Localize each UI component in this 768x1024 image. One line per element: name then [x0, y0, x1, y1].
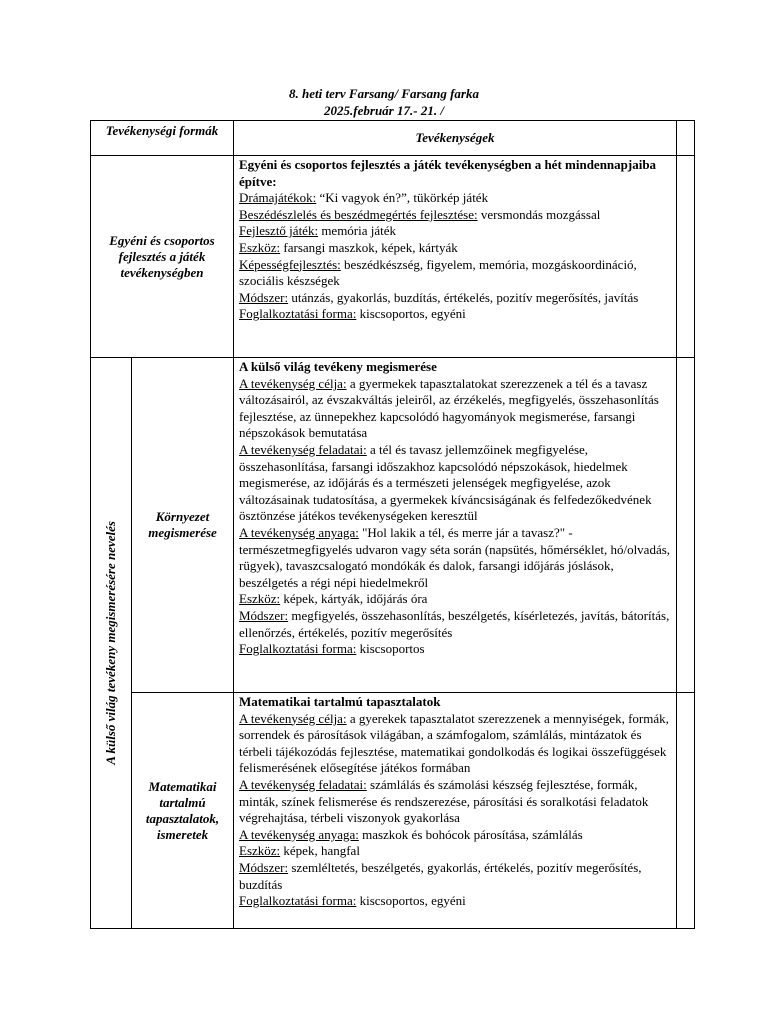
content-line	[239, 223, 671, 240]
content-line-text: “Ki vagyok én?”, tükörkép játék	[316, 190, 489, 206]
content-line	[239, 290, 671, 307]
content-line-text: maszkok és bohócok párosítása, számlálás	[358, 826, 583, 842]
content-line-label: Foglalkoztatási forma:	[239, 641, 357, 657]
content-line	[239, 860, 671, 893]
content-line-text: farsangi maszkok, képek, kártyák	[280, 239, 458, 255]
content-line-label: A tevékenység célja:	[239, 710, 347, 726]
content-line	[239, 257, 671, 290]
activity-table	[90, 120, 695, 929]
content-line-label: A tevékenység feladatai:	[239, 776, 367, 792]
content-line-text: versmondás mozgással	[477, 206, 601, 222]
content-line	[239, 376, 671, 442]
empty-cell-section3	[677, 693, 695, 929]
content-line-label: Eszköz:	[239, 591, 281, 607]
empty-cell-section1	[677, 156, 695, 358]
content-line-text: kiscsoportos, egyéni	[356, 306, 466, 322]
header-activities: Tevékenységek	[234, 121, 677, 156]
content-line	[239, 525, 671, 591]
content-line-text: képek, kártyák, időjárás óra	[280, 591, 428, 607]
content-line	[239, 893, 671, 910]
section3-lines	[239, 711, 671, 910]
header-empty-cell	[677, 121, 695, 156]
content-line-label: Foglalkoztatási forma:	[239, 893, 357, 909]
section3-title: Matematikai tartalmú tapasztalatok	[239, 694, 441, 709]
content-section3	[234, 693, 677, 929]
content-line-text: szemléltetés, beszélgetés, gyakorlás, értékelés, pozitív megerősítés, buzdítás	[239, 859, 642, 892]
content-line-text: a gyerekek tapasztalatot szerezzenek a mennyiségek, formák, sorrendek és párosítások világában, a számfogalom, számlálás, mintázatok és térbeli tájékozódás fejlesztése, matematikai gondolkodás és logikai összefüggések felismerésének elősegítése játékos formában	[239, 710, 669, 776]
content-line-label: Módszer:	[239, 289, 289, 305]
content-line-label: Foglalkoztatási forma:	[239, 306, 357, 322]
content-line-text: kiscsoportos	[356, 641, 425, 657]
content-line-label: A tevékenység anyaga:	[239, 524, 359, 540]
content-line-text: számlálás és számolási készség fejlesztése, formák, minták, színek felismerése és rendszerezése, párosítási és soralkotási feladatok végrehajtása, térbeli viszonyok gyakorlása	[239, 776, 649, 826]
content-line	[239, 240, 671, 257]
content-line-label: A tevékenység anyaga:	[239, 826, 359, 842]
content-line-label: A tevékenység célja:	[239, 375, 347, 391]
section1-lines	[239, 190, 671, 323]
vertical-label: A külső világ tevékeny megismerésére nevelés	[103, 521, 118, 765]
content-line	[239, 608, 671, 641]
header-forms: Tevékenységi formák	[91, 121, 234, 156]
content-line-text: képek, hangfal	[280, 843, 360, 859]
table-row-section2	[91, 358, 695, 693]
content-line-text: megfigyelés, összehasonlítás, beszélgetés, kísérletezés, javítás, bátorítás, ellenőrzés, értékelés, pozitív megerősítés	[239, 607, 670, 640]
content-line-label: Beszédészlelés és beszédmegértés fejlesztése:	[239, 206, 478, 222]
content-line-text: kiscsoportos, egyéni	[356, 893, 466, 909]
content-line-label: Drámajátékok:	[239, 190, 317, 206]
table-row-section3	[91, 693, 695, 929]
content-line-label: Módszer:	[239, 607, 289, 623]
content-line-label: Eszköz:	[239, 843, 281, 859]
content-line	[239, 190, 671, 207]
plan-date: 2025.február 17.- 21. /	[324, 103, 444, 118]
content-line-text: a gyermekek tapasztalatokat szerezzenek a tél és a tavasz változásairól, az évszakváltás jeleiről, az érzékelés, megfigyelés, összehasonlítás fejlesztése, az ünnepekhez kapcsolódó hagyományok megismerése, farsangi népszokások bemutatása	[239, 375, 659, 441]
table-row-section1	[91, 156, 695, 358]
content-line	[239, 306, 671, 323]
content-section2	[234, 358, 677, 693]
vertical-label-cell	[91, 358, 132, 929]
content-line-label: Fejlesztő játék:	[239, 223, 319, 239]
content-line	[239, 591, 671, 608]
content-line-text: utánzás, gyakorlás, buzdítás, értékelés, pozitív megerősítés, javítás	[288, 289, 639, 305]
content-line	[239, 207, 671, 224]
table-header-row	[91, 121, 695, 156]
content-line-text: memória játék	[318, 223, 397, 239]
form-label-section2: Környezet megismerése	[132, 358, 234, 693]
form-label-section1: Egyéni és csoportos fejlesztés a játék tevékenységben	[91, 156, 234, 358]
content-line-text: beszédkészség, figyelem, memória, mozgáskoordináció, szociális készségek	[239, 256, 637, 289]
section2-lines	[239, 376, 671, 658]
content-line-label: Módszer:	[239, 859, 289, 875]
content-line-label: Képességfejlesztés:	[239, 256, 341, 272]
empty-cell-section2	[677, 358, 695, 693]
content-line	[239, 641, 671, 658]
content-line	[239, 843, 671, 860]
content-line	[239, 711, 671, 777]
form-label-section3: Matematikai tartalmú tapasztalatok, ismeretek	[132, 693, 234, 929]
plan-title: 8. heti terv Farsang/ Farsang farka	[289, 86, 479, 101]
content-line-label: A tevékenység feladatai:	[239, 441, 367, 457]
content-line-text: "Hol lakik a tél, és merre jár a tavasz?" - természetmegfigyelés udvaron vagy séta során (napsütés, hőmérséklet, hó/olvadás, rügyek), tavaszcsalogató mondókák és dalok, farsangi időjárás jóslások, beszélgetés a régi népi hiedelmekről	[239, 524, 671, 590]
content-line	[239, 827, 671, 844]
content-line-label: Eszköz:	[239, 239, 281, 255]
content-line-text: a tél és tavasz jellemzőinek megfigyelése, összehasonlítása, farsangi időszakhoz kapcsolódó népszokások, hiedelmek megismerése, az időjárás és a természeti jelenségek megfigyelése, azok változásainak tudatosítása, a gyermekek kíváncsiságának és felfedezőkedvének ösztönzése játékos tevékenységeken keresztül	[239, 441, 652, 524]
content-line	[239, 442, 671, 525]
content-section1	[234, 156, 677, 358]
section2-title: A külső világ tevékeny megismerése	[239, 359, 437, 374]
section1-title: Egyéni és csoportos fejlesztés a játék tevékenységben a hét mindennapjaiba építve:	[239, 157, 657, 189]
content-line	[239, 777, 671, 827]
